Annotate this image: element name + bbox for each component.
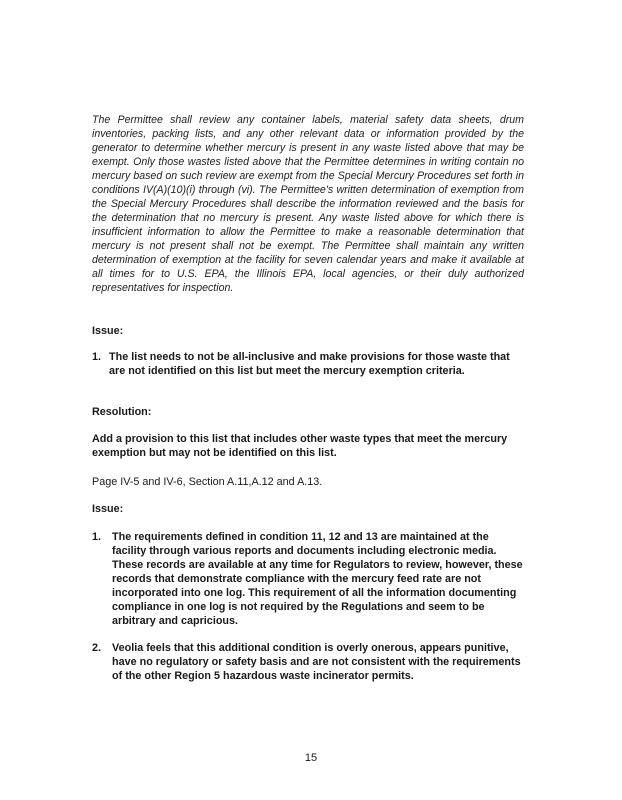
list-number: 1. [92, 351, 102, 363]
list-number: 2. [92, 642, 102, 654]
issue-2-item-2-text: Veolia feels that this additional condition is overly onerous, appears punitive, have no regulatory or safety basis and are not consistent with the requirements of the other Region 5 hazardous waste incinerator permits. [112, 642, 521, 682]
resolution-heading: Resolution: [92, 406, 152, 418]
issue-2-item-2 [92, 641, 524, 701]
page-reference: Page IV-5 and IV-6, Section A.11,A.12 and A.13. [92, 476, 323, 488]
issue-heading-1: Issue: [92, 325, 124, 337]
issue-2-item-1-text: The requirements defined in condition 11, 12 and 13 are maintained at the facility through various reports and documents including electronic media. These records are available at any time for Regulators to review, however, these records that demonstrate compliance with the mercury feed rate are not incorporated into one log. This requirement of all the information documenting compliance in one log is not required by the Regulations and seem to be arbitrary and capricious. [112, 531, 523, 627]
list-number: 1. [92, 531, 102, 543]
issue-heading-2: Issue: [92, 503, 124, 515]
page-number: 15 [304, 752, 318, 764]
issue-1-item [92, 350, 524, 394]
issue-1-text: The list needs to not be all-inclusive and make provisions for those waste that are not identified on this list but meet the mercury exemption criteria. [109, 351, 510, 377]
issue-2-item-1 [92, 530, 524, 630]
intro-paragraph: The Permittee shall review any container labels, material safety data sheets, drum inventories, packing lists, and any other relevant data or information provided by the generator to determine whether mercury is present in any waste listed above that may be exempt. Only those wastes listed above that the Permittee determines in writing contain no mercury based on such review are exempt from the Special Mercury Procedures set forth in conditions IV(A)(10)(i) through (vi). The Permittee's written determination of exemption from the Special Mercury Procedures shall describe the information reviewed and the basis for the determination that no mercury is present. Any waste listed above for which there is insufficient information to allow the Permittee to make a reasonable determination that mercury is not present shall not be exempt. The Permittee shall maintain any written determination of exemption at the facility for seven calendar years and make it available at all times for to U.S. EPA, the Illinois EPA, local agencies, or their duly authorized representatives for inspection. [92, 114, 524, 294]
resolution-text: Add a provision to this list that includes other waste types that meet the mercury exemption but may not be identified on this list. [92, 433, 508, 459]
